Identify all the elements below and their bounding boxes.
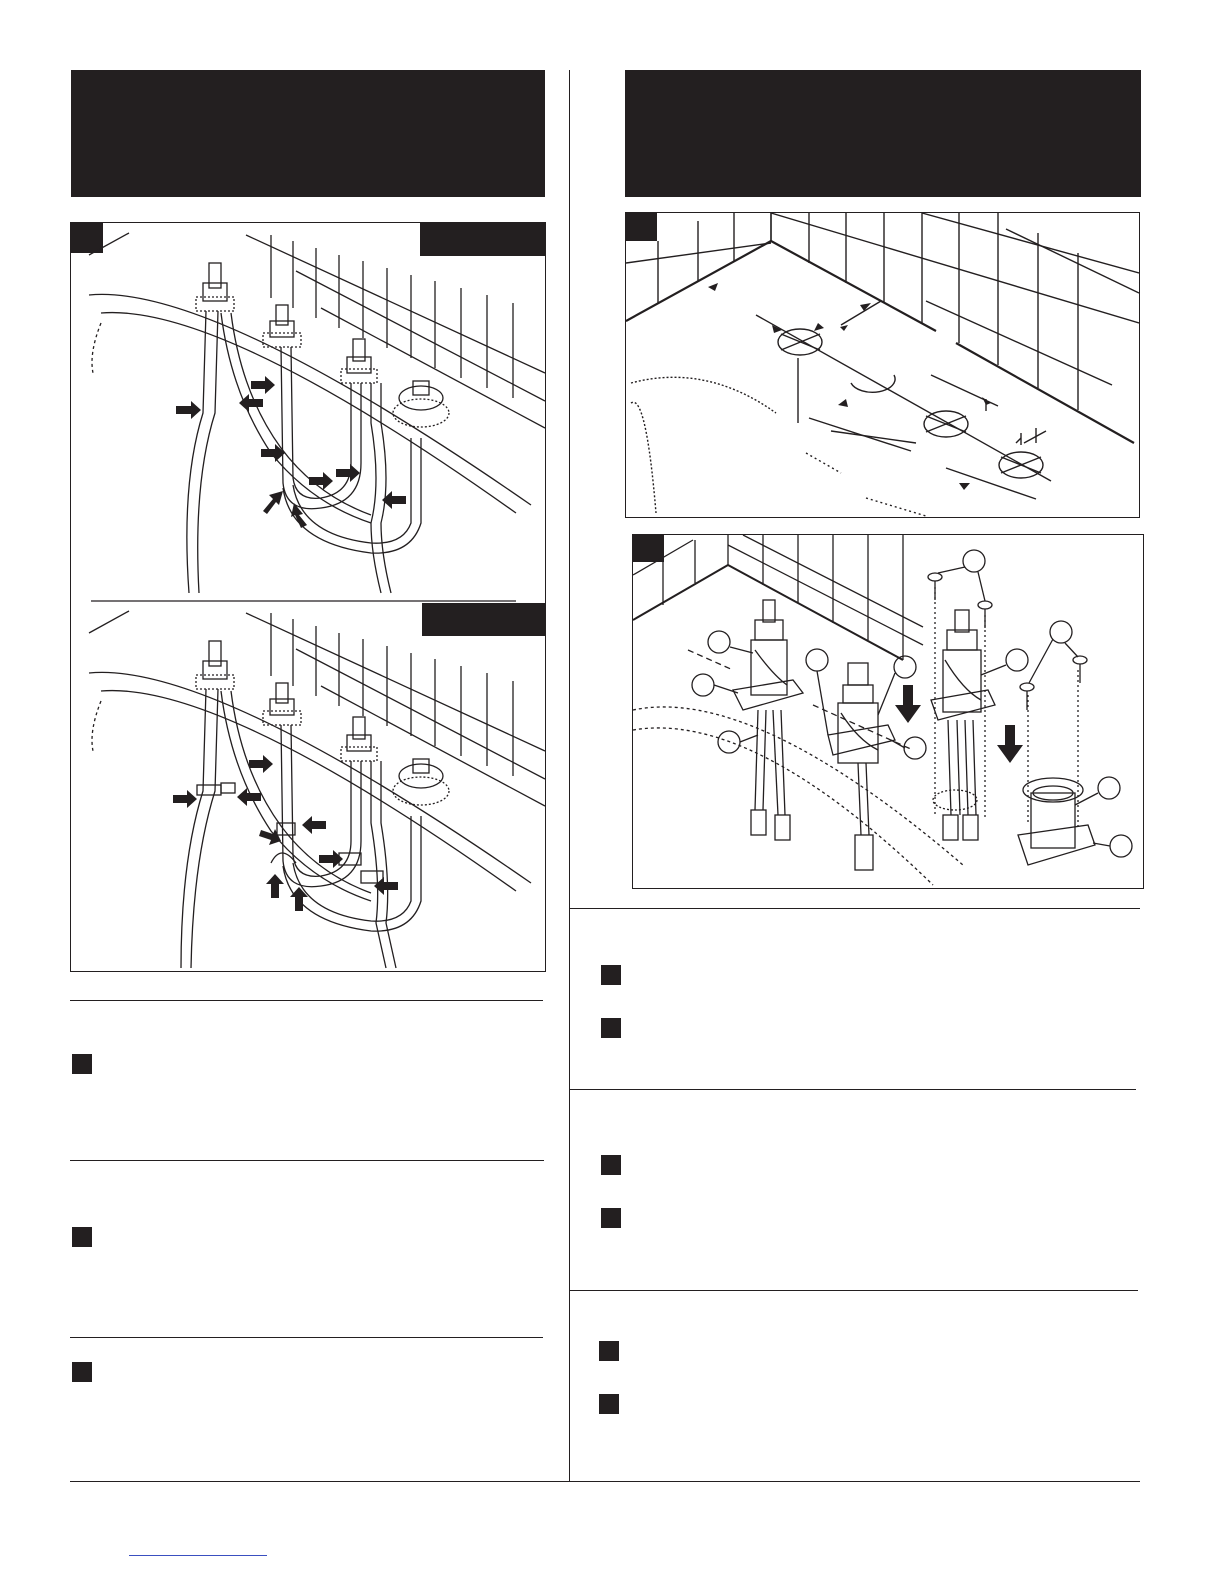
left-rule-2: [70, 1160, 544, 1161]
column-divider: [569, 70, 570, 1482]
tile-wall-top: [246, 235, 545, 428]
left-figure-illustration: [71, 223, 545, 971]
left-section-header: [71, 70, 545, 197]
right-rule-1: [570, 908, 1140, 909]
right-section-header: [625, 70, 1141, 197]
left-step-marker-1: [72, 1054, 92, 1074]
left-figure-frame: [70, 222, 546, 972]
right-step-marker-1: [601, 965, 621, 985]
right-bottom-figure-frame: [632, 534, 1144, 889]
footer-link[interactable]: [129, 1555, 267, 1556]
valve-installation-diagram: [633, 535, 1143, 888]
right-top-figure-frame: [625, 212, 1140, 518]
right-step-marker-5: [599, 1341, 619, 1361]
right-step-marker-4: [601, 1208, 621, 1228]
hose-lines-top: [187, 311, 421, 593]
arrow-down-icon: [895, 685, 1023, 763]
tile-wall-bottom: [246, 613, 545, 806]
screw-icon: [928, 573, 1087, 710]
left-step-marker-2: [72, 1227, 92, 1247]
left-step-marker-3: [72, 1362, 92, 1382]
right-rule-2: [570, 1089, 1136, 1090]
connection-arrows-bottom: [173, 755, 398, 911]
hose-lines-bottom: [181, 689, 421, 968]
right-step-marker-2: [601, 1018, 621, 1038]
left-rule-1: [70, 1000, 543, 1001]
right-step-marker-3: [601, 1155, 621, 1175]
spout-escutcheon: [1018, 778, 1095, 865]
right-step-marker-6: [599, 1394, 619, 1414]
left-rule-3: [70, 1337, 543, 1338]
page-bottom-rule: [70, 1481, 1140, 1482]
valve-2: [828, 663, 895, 870]
valve-1: [733, 600, 803, 840]
right-rule-3: [570, 1290, 1138, 1291]
hole-layout-diagram: [626, 213, 1139, 517]
